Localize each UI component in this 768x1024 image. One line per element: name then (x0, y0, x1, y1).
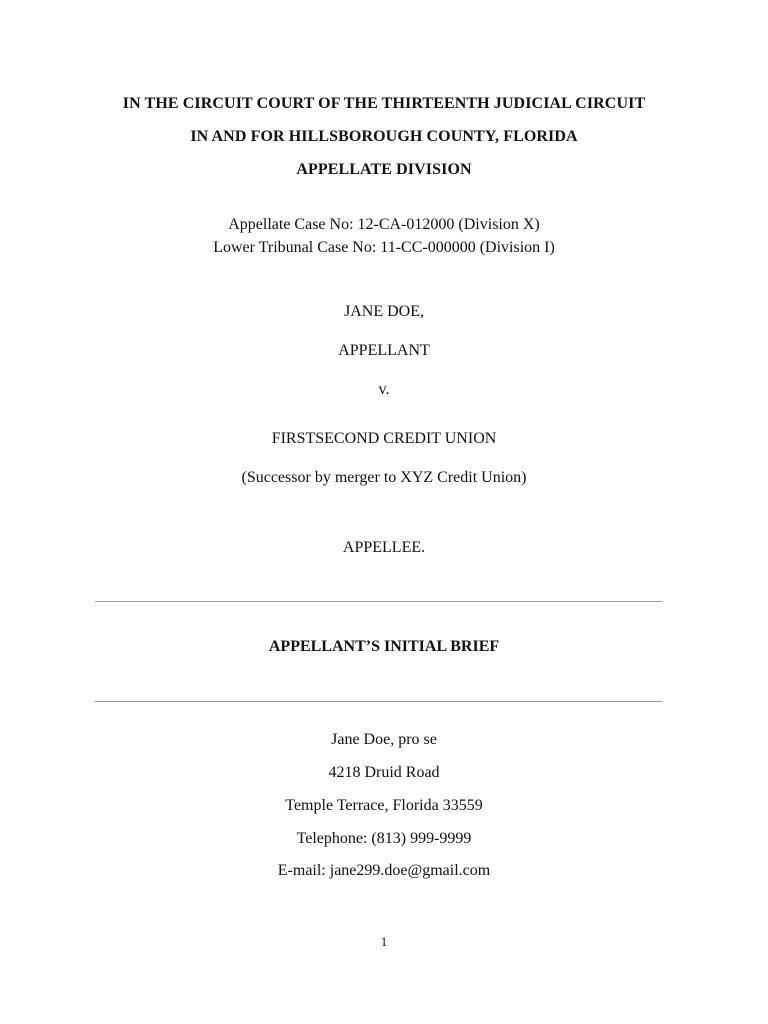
versus-text: v. (378, 381, 390, 398)
court-heading-line-2: IN AND FOR HILLSBOROUGH COUNTY, FLORIDA (190, 128, 578, 145)
appellant-role: APPELLANT (338, 342, 430, 359)
filer-telephone: Telephone: (813) 999-9999 (296, 830, 472, 847)
bottom-divider-line (95, 701, 662, 702)
appellee-successor-note: (Successor by merger to XYZ Credit Union) (241, 469, 527, 486)
appellee-name: FIRSTSECOND CREDIT UNION (271, 430, 497, 447)
page-number: 1 (380, 934, 388, 949)
filer-street-address: 4218 Druid Road (328, 764, 440, 781)
document-title: APPELLANT’S INITIAL BRIEF (268, 638, 500, 655)
lower-tribunal-case-number: Lower Tribunal Case No: 11-CC-000000 (Division I) (213, 239, 555, 256)
filer-name: Jane Doe, pro se (331, 731, 437, 748)
court-heading-line-1: IN THE CIRCUIT COURT OF THE THIRTEENTH JUDICIAL CIRCUIT (122, 95, 646, 112)
division-heading: APPELLATE DIVISION (296, 161, 472, 178)
appellate-case-number: Appellate Case No: 12-CA-012000 (Division X) (228, 216, 540, 233)
filer-city-state-zip: Temple Terrace, Florida 33559 (285, 797, 483, 814)
top-divider-line (95, 601, 662, 602)
appellee-role: APPELLEE. (342, 539, 426, 556)
appellant-name: JANE DOE, (344, 303, 424, 320)
filer-email: E-mail: jane299.doe@gmail.com (277, 862, 491, 879)
